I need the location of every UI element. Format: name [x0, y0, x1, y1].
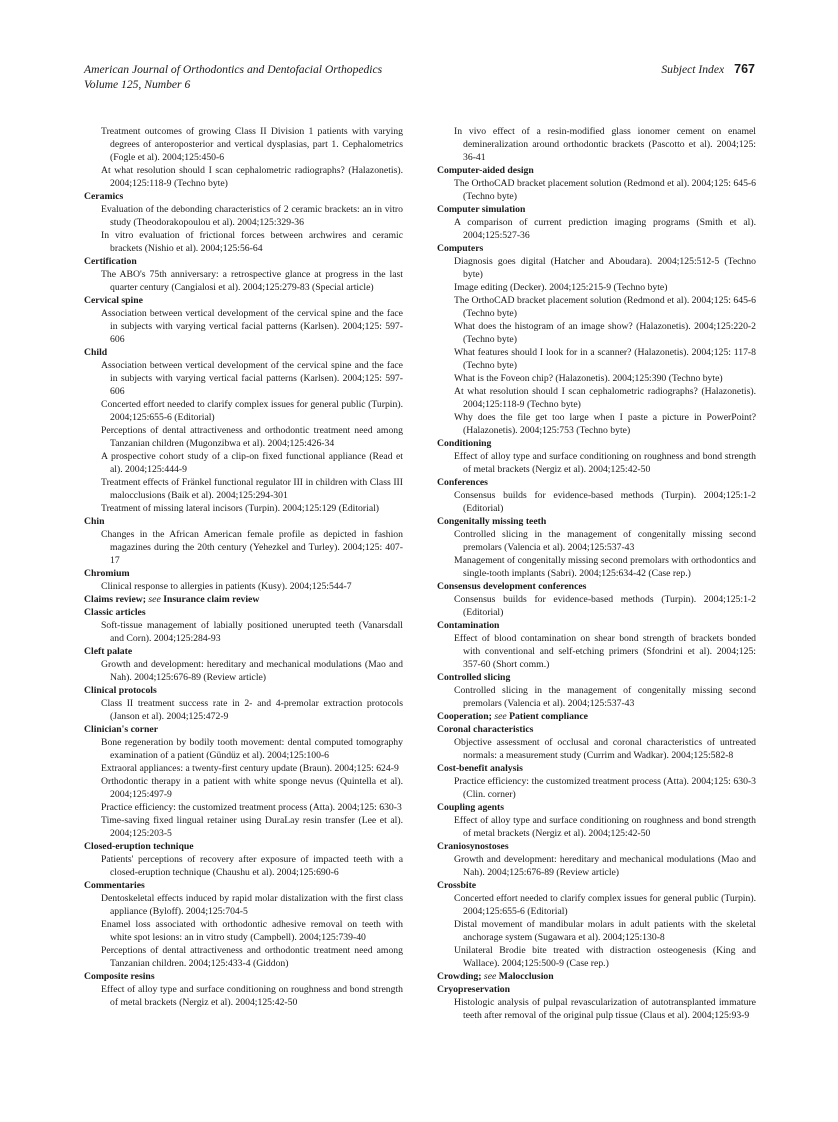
index-entry: Objective assessment of occlusal and coronal characteristics of untreated normals: a measurement study (Currim and Wadkar). 2004;125:582-8	[454, 737, 756, 761]
index-entry: At what resolution should I scan cephalometric radiographs? (Halazonetis). 2004;125:118-9 (Techno byte)	[101, 165, 403, 189]
index-term: Ceramics	[84, 191, 124, 202]
index-term-block	[437, 840, 756, 879]
index-term: Cryopreservation	[437, 984, 511, 995]
section-header	[661, 62, 755, 77]
index-entry: Practice efficiency: the customized treatment process (Atta). 2004;125: 630-3	[101, 802, 402, 813]
index-term: Coupling agents	[437, 802, 505, 813]
index-entry: Treatment outcomes of growing Class II Division 1 patients with varying degrees of anteroposterior and vertical dysplasias, part 1. Cephalometrics (Fogle et al). 2004;125:450-6	[101, 126, 403, 163]
index-column-right	[437, 125, 756, 1022]
index-entry: The OrthoCAD bracket placement solution (Redmond et al). 2004;125: 645-6 (Techno byte)	[454, 178, 756, 202]
index-entry: Consensus builds for evidence-based methods (Turpin). 2004;125:1-2 (Editorial)	[454, 490, 756, 514]
see-target: Malocclusion	[498, 971, 554, 982]
index-term: Computer-aided design	[437, 165, 534, 176]
index-term-block	[84, 684, 403, 723]
index-entry: Controlled slicing in the management of congenitally missing second premolars (Valencia et al). 2004;125:537-43	[454, 529, 756, 553]
index-heading	[437, 671, 756, 684]
index-term: Craniosynostoses	[437, 841, 509, 852]
index-entry: What does the histogram of an image show? (Halazonetis). 2004;125:220-2 (Techno byte)	[454, 321, 756, 345]
index-term: Conferences	[437, 477, 488, 488]
index-term-block	[84, 294, 403, 346]
index-term-block	[84, 645, 403, 684]
index-entry: Why does the file get too large when I paste a picture in PowerPoint? (Halazonetis). 2004;125:753 (Techno byte)	[454, 412, 756, 436]
index-entry: In vitro evaluation of frictional forces between archwires and ceramic brackets (Nishio et al). 2004;125:56-64	[101, 230, 403, 254]
index-entry: Growth and development: hereditary and mechanical modulations (Mao and Nah). 2004;125:676-89 (Review article)	[454, 854, 756, 878]
index-heading	[437, 580, 756, 593]
index-heading	[437, 970, 756, 983]
index-entry: A prospective cohort study of a clip-on fixed functional appliance (Read et al). 2004;125:444-9	[101, 451, 403, 475]
index-heading	[437, 242, 756, 255]
see-label: see	[494, 711, 507, 722]
index-term-block	[84, 879, 403, 970]
index-heading	[437, 983, 756, 996]
running-header	[84, 62, 382, 92]
index-entry: Extraoral appliances: a twenty-first century update (Braun). 2004;125: 624-9	[101, 763, 399, 774]
index-heading	[437, 762, 756, 775]
index-entry: Association between vertical development of the cervical spine and the face in subjects with varying vertical facial patterns (Karlsen). 2004;125: 597-606	[101, 308, 403, 345]
index-entry: The ABO's 75th anniversary: a retrospective glance at progress in the last quarter century (Cangialosi et al). 2004;125:279-83 (Special article)	[101, 269, 403, 293]
index-term-block	[84, 606, 403, 645]
index-entry: The OrthoCAD bracket placement solution (Redmond et al). 2004;125: 645-6 (Techno byte)	[454, 295, 756, 319]
index-entry: Evaluation of the debonding characteristics of 2 ceramic brackets: an in vitro study (Theodorakopoulou et al). 2004;125:329-36	[101, 204, 403, 228]
index-entry: Changes in the African American female profile as depicted in fashion magazines during the 20th century (Yehezkel and Turley). 2004;125: 407-17	[101, 529, 403, 566]
index-term: Cooperation;	[437, 711, 492, 722]
index-term-block	[437, 671, 756, 710]
index-entry: Unilateral Brodie bite treated with distraction osteogenesis (King and Wallace). 2004;125:500-9 (Case rep.)	[454, 945, 756, 969]
index-entry: Distal movement of mandibular molars in adult patients with the skeletal anchorage system (Sugawara et al). 2004;125:130-8	[454, 919, 756, 943]
index-heading	[84, 294, 403, 307]
index-entry: Soft-tissue management of labially positioned unerupted teeth (Vanarsdall and Corn). 2004;125:284-93	[101, 620, 403, 644]
index-term: Crowding;	[437, 971, 482, 982]
index-term: Clinical protocols	[84, 685, 157, 696]
index-term-block	[437, 710, 756, 723]
index-heading	[84, 723, 403, 736]
index-term: Coronal characteristics	[437, 724, 534, 735]
index-term-block	[84, 255, 403, 294]
index-entry: Management of congenitally missing second premolars with orthodontics and single-tooth implants (Sabri). 2004;125:634-42 (Case rep.)	[454, 555, 756, 579]
index-entry: Histologic analysis of pulpal revascularization of autotransplanted immature teeth after removal of the original pulp tissue (Claus et al). 2004;125:93-9	[454, 997, 756, 1021]
index-entry: Practice efficiency: the customized treatment process (Atta). 2004;125: 630-3 (Clin. corner)	[454, 776, 756, 800]
index-term-block	[84, 567, 403, 593]
index-heading	[84, 190, 403, 203]
index-term-block	[437, 879, 756, 970]
page-number: 767	[734, 62, 755, 76]
index-term: Closed-eruption technique	[84, 841, 194, 852]
index-term-block	[437, 164, 756, 203]
index-heading	[437, 619, 756, 632]
index-heading	[84, 970, 403, 983]
journal-title: American Journal of Orthodontics and Dentofacial Orthopedics	[84, 63, 383, 76]
index-entry: Controlled slicing in the management of congenitally missing second premolars (Valencia et al). 2004;125:537-43	[454, 685, 756, 709]
index-term: Crossbite	[437, 880, 477, 891]
index-entry: Dentoskeletal effects induced by rapid molar distalization with the first class appliance (Byloff). 2004;125:704-5	[101, 893, 403, 917]
index-entry: Time-saving fixed lingual retainer using DuraLay resin transfer (Lee et al). 2004;125:203-5	[101, 815, 403, 839]
index-term-block	[84, 593, 403, 606]
index-term-block	[437, 580, 756, 619]
index-heading	[437, 476, 756, 489]
index-heading	[84, 567, 403, 580]
index-term: Clinician's corner	[84, 724, 158, 735]
index-heading	[84, 606, 403, 619]
index-term: Claims review;	[84, 594, 146, 605]
index-entry: Clinical response to allergies in patients (Kusy). 2004;125:544-7	[101, 581, 352, 592]
index-entry: Patients' perceptions of recovery after exposure of impacted teeth with a closed-eruption technique (Chaushu et al). 2004;125:690-6	[101, 854, 403, 878]
index-entry: Enamel loss associated with orthodontic adhesive removal on teeth with white spot lesions: an in vitro study (Campbell). 2004;125:739-40	[101, 919, 403, 943]
index-heading	[437, 710, 756, 723]
index-entry: Effect of alloy type and surface conditioning on roughness and bond strength of metal brackets (Nergiz et al). 2004;125:42-50	[101, 984, 403, 1008]
index-entry: At what resolution should I scan cephalometric radiographs? (Halazonetis). 2004;125:118-9 (Techno byte)	[454, 386, 756, 410]
index-heading	[84, 879, 403, 892]
index-entry: Perceptions of dental attractiveness and orthodontic treatment need among Tanzanian children. 2004;125:433-4 (Giddon)	[101, 945, 403, 969]
index-heading	[437, 879, 756, 892]
index-entry: Treatment of missing lateral incisors (Turpin). 2004;125:129 (Editorial)	[101, 503, 380, 514]
index-entry: Effect of alloy type and surface conditioning on roughness and bond strength of metal brackets (Nergiz et al). 2004;125:42-50	[454, 451, 756, 475]
see-target: Patient compliance	[509, 711, 588, 722]
index-entry: A comparison of current prediction imaging programs (Smith et al). 2004;125:527-36	[454, 217, 756, 241]
index-term: Computer simulation	[437, 204, 526, 215]
index-entry: Effect of alloy type and surface conditioning on roughness and bond strength of metal brackets (Nergiz et al). 2004;125:42-50	[454, 815, 756, 839]
index-term-block	[84, 346, 403, 515]
index-term: Cost-benefit analysis	[437, 763, 523, 774]
index-term-block	[437, 203, 756, 242]
index-entry: Association between vertical development of the cervical spine and the face in subjects with varying vertical facial patterns (Karlsen). 2004;125: 597-606	[101, 360, 403, 397]
index-entry: Concerted effort needed to clarify complex issues for general public (Turpin). 2004;125:655-6 (Editorial)	[454, 893, 756, 917]
index-entry: What features should I look for in a scanner? (Halazonetis). 2004;125: 117-8 (Techno byte)	[454, 347, 756, 371]
see-target: Insurance claim review	[163, 594, 260, 605]
index-entry: Image editing (Decker). 2004;125:215-9 (Techno byte)	[454, 282, 668, 293]
index-entry: Concerted effort needed to clarify complex issues for general public (Turpin). 2004;125:655-6 (Editorial)	[101, 399, 403, 423]
index-heading	[437, 437, 756, 450]
index-entry: Effect of blood contamination on shear bond strength of brackets bonded with conventional and self-etching primers (Sfondrini et al). 2004;125: 357-60 (Short comm.)	[454, 633, 756, 670]
index-term-block	[84, 723, 403, 840]
index-entry: Diagnosis goes digital (Hatcher and Aboudara). 2004;125:512-5 (Techno byte)	[454, 256, 756, 280]
index-entry: What is the Foveon chip? (Halazonetis). 2004;125:390 (Techno byte)	[454, 373, 723, 384]
index-heading	[84, 346, 403, 359]
index-term: Chromium	[84, 568, 130, 579]
index-heading	[84, 645, 403, 658]
index-term-block	[437, 125, 756, 164]
index-term: Commentaries	[84, 880, 145, 891]
index-term: Conditioning	[437, 438, 492, 449]
index-heading	[84, 515, 403, 528]
index-entry: Orthodontic therapy in a patient with white sponge nevus (Quintella et al). 2004;125:497-9	[101, 776, 403, 800]
index-entry: Consensus builds for evidence-based methods (Turpin). 2004;125:1-2 (Editorial)	[454, 594, 756, 618]
index-term-block	[84, 190, 403, 255]
index-term-block	[437, 970, 756, 983]
index-term: Chin	[84, 516, 105, 527]
index-term-block	[437, 515, 756, 580]
index-heading	[84, 840, 403, 853]
index-heading	[84, 593, 403, 606]
index-heading	[84, 255, 403, 268]
index-heading	[437, 801, 756, 814]
index-term: Congenitally missing teeth	[437, 516, 547, 527]
index-term-block	[84, 125, 403, 190]
index-heading	[437, 515, 756, 528]
index-entry: In vivo effect of a resin-modified glass ionomer cement on enamel demineralization around orthodontic brackets (Pascotto et al). 2004;125: 36-41	[454, 126, 756, 163]
index-term: Consensus development conferences	[437, 581, 587, 592]
index-term-block	[437, 619, 756, 671]
index-term-block	[437, 801, 756, 840]
index-entry: Bone regeneration by bodily tooth movement: dental computed tomography examination of a patient (Gündüz et al). 2004;125:100-6	[101, 737, 403, 761]
index-term-block	[84, 840, 403, 879]
index-column-left	[84, 125, 403, 1009]
index-entry: Growth and development: hereditary and mechanical modulations (Mao and Nah). 2004;125:676-89 (Review article)	[101, 659, 403, 683]
index-term-block	[437, 723, 756, 762]
index-term: Cervical spine	[84, 295, 143, 306]
index-term: Computers	[437, 243, 484, 254]
index-heading	[437, 723, 756, 736]
index-term-block	[437, 242, 756, 437]
index-term: Cleft palate	[84, 646, 133, 657]
index-heading	[437, 203, 756, 216]
index-heading	[437, 164, 756, 177]
index-entry: Class II treatment success rate in 2- and 4-premolar extraction protocols (Janson et al). 2004;125:472-9	[101, 698, 403, 722]
index-term: Contamination	[437, 620, 500, 631]
index-heading	[84, 684, 403, 697]
index-term-block	[84, 515, 403, 567]
index-term: Classic articles	[84, 607, 146, 618]
index-heading	[437, 840, 756, 853]
index-term: Composite resins	[84, 971, 155, 982]
index-term-block	[437, 476, 756, 515]
index-term: Controlled slicing	[437, 672, 511, 683]
index-term-block	[437, 437, 756, 476]
index-term: Child	[84, 347, 108, 358]
index-entry: Treatment effects of Fränkel functional regulator III in children with Class III malocclusions (Baik et al). 2004;125:294-301	[101, 477, 403, 501]
see-label: see	[483, 971, 497, 982]
index-term-block	[437, 983, 756, 1022]
see-label: see	[148, 594, 161, 605]
index-term: Certification	[84, 256, 137, 267]
index-entry: Perceptions of dental attractiveness and orthodontic treatment need among Tanzanian children (Mugonzibwa et al). 2004;125:426-34	[101, 425, 403, 449]
index-term-block	[84, 970, 403, 1009]
volume-number: Volume 125, Number 6	[84, 78, 191, 91]
section-title: Subject Index	[661, 63, 725, 76]
index-term-block	[437, 762, 756, 801]
